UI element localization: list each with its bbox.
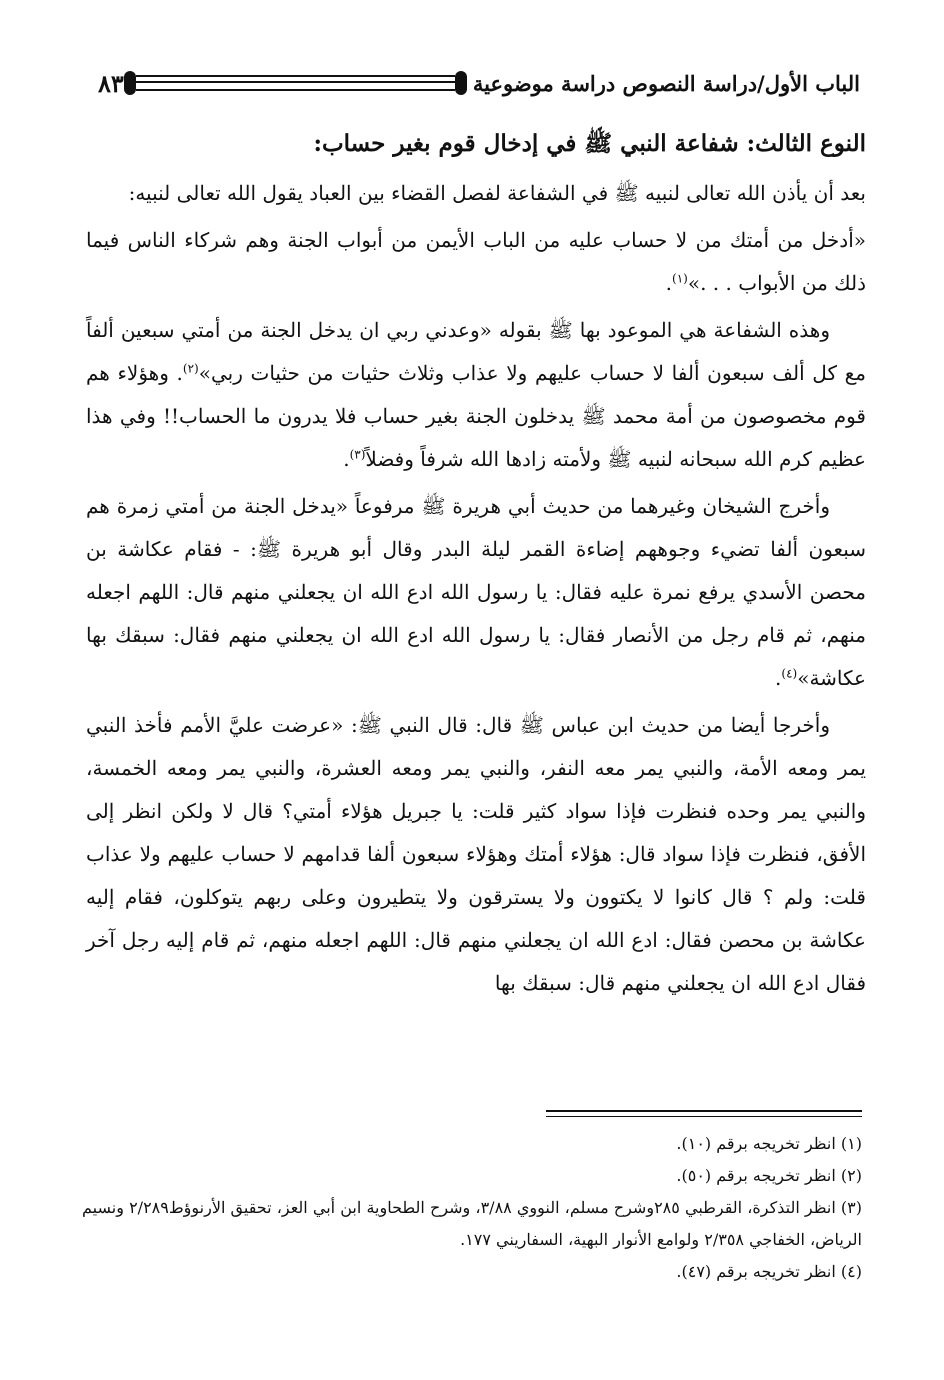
main-text bbox=[86, 122, 866, 1009]
footnote-2: (٢) انظر تخريجه برقم (٥٠). bbox=[676, 1166, 862, 1185]
footnote-3: (٣) انظر التذكرة، القرطبي ٢٨٥وشرح مسلم، النووي ٣/٨٨، وشرح الطحاوية ابن أبي العز، تحقيق الأرنوؤط٢/٢٨٩ ونسيم الرياض، الخفاجي ٢/٣٥٨ ولوامع الأنوار البهية، السفاريني ١٧٧. bbox=[82, 1198, 863, 1249]
paragraph-text: «أدخل من أمتك من لا حساب عليه من الباب الأيمن من أبواب الجنة وهم شركاء الناس فيما ذلك من الأبواب . . .» bbox=[86, 228, 866, 295]
footnote-ref[interactable]: (٣) bbox=[349, 447, 366, 462]
footnote-4: (٤) انظر تخريجه برقم (٤٧). bbox=[676, 1262, 862, 1281]
ornament-knot-left bbox=[124, 71, 136, 95]
footnote-ref[interactable]: (٢) bbox=[182, 361, 199, 376]
page-header bbox=[86, 60, 866, 106]
paragraph-1 bbox=[86, 172, 866, 215]
paragraph-3: وهذه الشفاعة هي الموعود بها ﷺ بقوله «وعدني ربي ان يدخل الجنة من أمتي سبعين ألفاً مع كل ألف سبعون ألفا لا حساب عليهم ولا عذاب وثلاث حثيات من حثيات ربي»$^{(٢)}$. وهؤلاء هم قوم مخصوصون من أمة محمد ﷺ يدخلون الجنة بغير حساب فلا يدرون ما الحساب!! وفي هذا عظيم كرم الله سبحانه لنبيه ﷺ ولأمته زادها الله شرفاً وفضلاً$^{(٣)}$. bbox=[86, 318, 866, 471]
footnote-ref[interactable]: (١) bbox=[672, 271, 688, 286]
paragraph-text: وأخرج الشيخان وغيرهما من حديث أبي هريرة ﷺ مرفوعاً «يدخل الجنة من أمتي زمرة هم سبعون ألفا تضيء وجوههم إضاءة القمر ليلة البدر وقال أبو هريرة ﷺ: - فقام عكاشة بن محصن الأسدي يرفع نمرة عليه فقال: يا رسول الله ادع الله ان يجعلني منهم قال: اللهم اجعله منهم، ثم قام رجل من الأنصار فقال: يا رسول الله ادع الله ان يجعلني منهم فقال: سبقك بها عكاشة» bbox=[86, 494, 866, 690]
paragraph-2: «أدخل من أمتك من لا حساب عليه من الباب الأيمن من أبواب الجنة وهم شركاء الناس فيما ذلك من الأبواب . . .»$^{(١)}$. bbox=[86, 228, 866, 295]
paragraph-text: وأخرجا أيضا من حديث ابن عباس ﷺ قال: قال النبي ﷺ: «عرضت عليَّ الأمم فأخذ النبي يمر ومعه الأمة، والنبي يمر معه النفر، والنبي يمر ومعه العشرة، والنبي يمر ومعه الخمسة، والنبي يمر وحده فنظرت فإذا سواد كثير قلت: يا جبريل هؤلاء أمتي؟ قال لا ولكن انظر إلى الأفق، فنظرت فإذا سواد قال: هؤلاء أمتك وهؤلاء سبعون ألفا قدامهم لا حساب عليهم ولا عذاب قلت: ولم ؟ قال كانوا لا يكتوون ولا يسترقون ولا يتطيرون وعلى ربهم يتوكلون، فقام إليه عكاشة بن محصن فقال: ادع الله ان يجعلني منهم قال: اللهم اجعله منهم، ثم قام إليه رجل آخر فقال ادع الله ان يجعلني منهم قال: سبقك بها bbox=[86, 713, 866, 995]
paragraph-4: وأخرج الشيخان وغيرهما من حديث أبي هريرة ﷺ مرفوعاً «يدخل الجنة من أمتي زمرة هم سبعون ألفا تضيء وجوههم إضاءة القمر ليلة البدر وقال أبو هريرة ﷺ: - فقام عكاشة بن محصن الأسدي يرفع نمرة عليه فقال: يا رسول الله ادع الله ان يجعلني منهم قال: اللهم اجعله منهم، ثم قام رجل من الأنصار فقال: يا رسول الله ادع الله ان يجعلني منهم فقال: سبقك بها عكاشة»$^{(٤)}$. bbox=[86, 494, 866, 690]
footnotes bbox=[82, 1128, 862, 1288]
header-ornament-rule bbox=[124, 68, 467, 98]
triple-rule bbox=[136, 75, 455, 91]
paragraph-text: وهذه الشفاعة هي الموعود بها ﷺ بقوله «وعدني ربي ان يدخل الجنة من أمتي سبعين ألفاً مع كل ألف سبعون ألفا لا حساب عليهم ولا عذاب وثلاث حثيات من حثيات ربي» bbox=[86, 318, 866, 385]
paragraph-text-continued: . وهؤلاء هم قوم مخصوصون من أمة محمد ﷺ يدخلون الجنة بغير حساب فلا يدرون ما الحساب!! وفي هذا عظيم كرم الله سبحانه لنبيه ﷺ ولأمته زادها الله شرفاً وفضلاً bbox=[86, 361, 866, 471]
paragraph-text: بعد أن يأذن الله تعالى لنبيه ﷺ في الشفاعة لفصل القضاء بين العباد يقول الله تعالى لنبيه: bbox=[128, 181, 866, 205]
ornament-knot-right bbox=[455, 71, 467, 95]
section-heading: النوع الثالث: شفاعة النبي ﷺ في إدخال قوم بغير حساب: bbox=[313, 130, 866, 157]
page-number: ٨٣ bbox=[98, 68, 124, 98]
footnote-separator bbox=[546, 1110, 862, 1117]
footnote-ref[interactable]: (٤) bbox=[781, 666, 798, 681]
running-title: الباب الأول/دراسة النصوص دراسة موضوعية bbox=[472, 70, 860, 96]
paragraph-5 bbox=[86, 704, 866, 1005]
footnote-1: (١) انظر تخريجه برقم (١٠). bbox=[676, 1134, 862, 1153]
